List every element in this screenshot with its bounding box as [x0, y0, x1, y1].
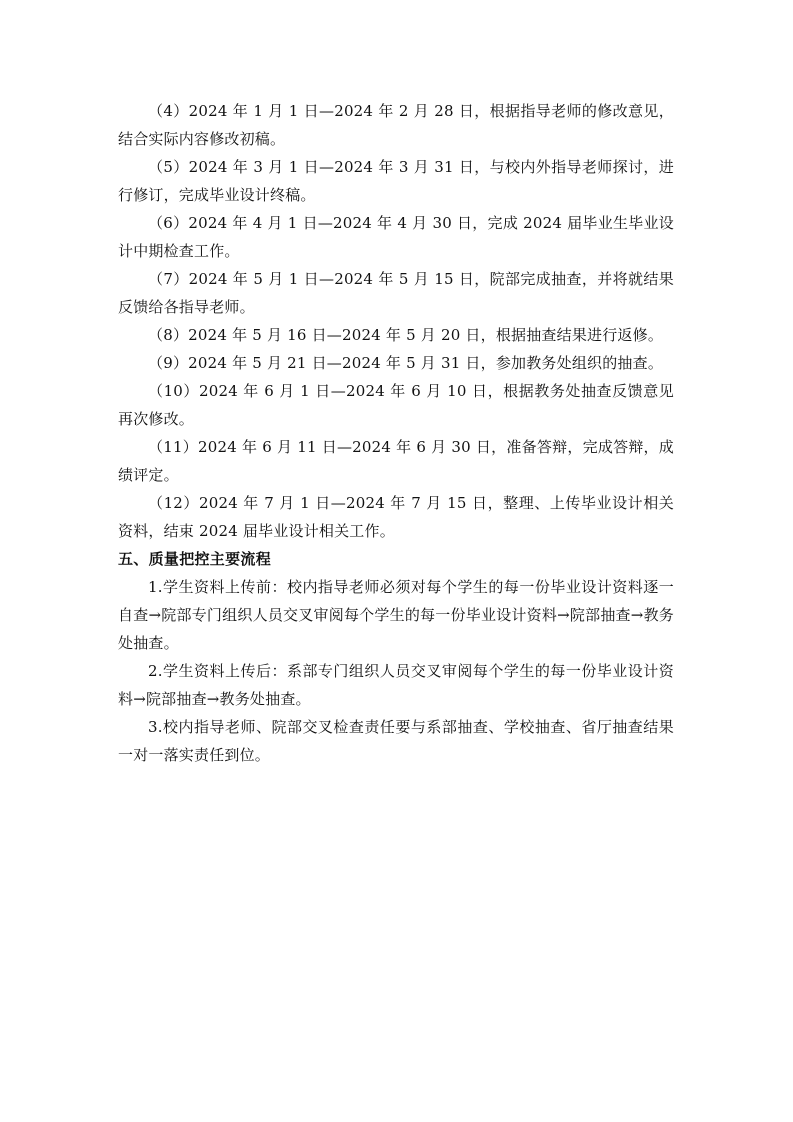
- quality-item-2: 2.学生资料上传后：系部专门组织人员交叉审阅每个学生的每一份毕业设计资料→院部抽查→教务处抽查。: [118, 662, 674, 708]
- schedule-item-4: （4）2024 年 1 月 1 日—2024 年 2 月 28 日，根据指导老师的修改意见，结合实际内容修改初稿。: [118, 102, 674, 148]
- schedule-item-10: （10）2024 年 6 月 1 日—2024 年 6 月 10 日，根据教务处抽查反馈意见再次修改。: [118, 382, 674, 428]
- document-page: [118, 97, 674, 769]
- quality-item-3: 3.校内指导老师、院部交叉检查责任要与系部抽查、学校抽查、省厅抽查结果一对一落实责任到位。: [118, 718, 674, 764]
- schedule-item-8: （8）2024 年 5 月 16 日—2024 年 5 月 20 日，根据抽查结果进行返修。: [148, 326, 664, 344]
- schedule-item-9: （9）2024 年 5 月 21 日—2024 年 5 月 31 日，参加教务处组织的抽查。: [148, 354, 664, 372]
- schedule-item-5: （5）2024 年 3 月 1 日—2024 年 3 月 31 日，与校内外指导老师探讨，进行修订，完成毕业设计终稿。: [118, 158, 674, 204]
- quality-item-1: 1.学生资料上传前：校内指导老师必须对每个学生的每一份毕业设计资料逐一自查→院部专门组织人员交叉审阅每个学生的每一份毕业设计资料→院部抽查→教务处抽查。: [118, 578, 674, 652]
- section-heading: 五、质量把控主要流程: [118, 550, 272, 568]
- schedule-item-6: （6）2024 年 4 月 1 日—2024 年 4 月 30 日，完成 2024 届毕业生毕业设计中期检查工作。: [118, 214, 674, 260]
- schedule-item-12: （12）2024 年 7 月 1 日—2024 年 7 月 15 日，整理、上传毕业设计相关资料，结束 2024 届毕业设计相关工作。: [118, 494, 674, 540]
- schedule-item-11: （11）2024 年 6 月 11 日—2024 年 6 月 30 日，准备答辩，完成答辩，成绩评定。: [118, 438, 674, 484]
- schedule-item-7: （7）2024 年 5 月 1 日—2024 年 5 月 15 日，院部完成抽查，并将就结果反馈给各指导老师。: [118, 270, 674, 316]
